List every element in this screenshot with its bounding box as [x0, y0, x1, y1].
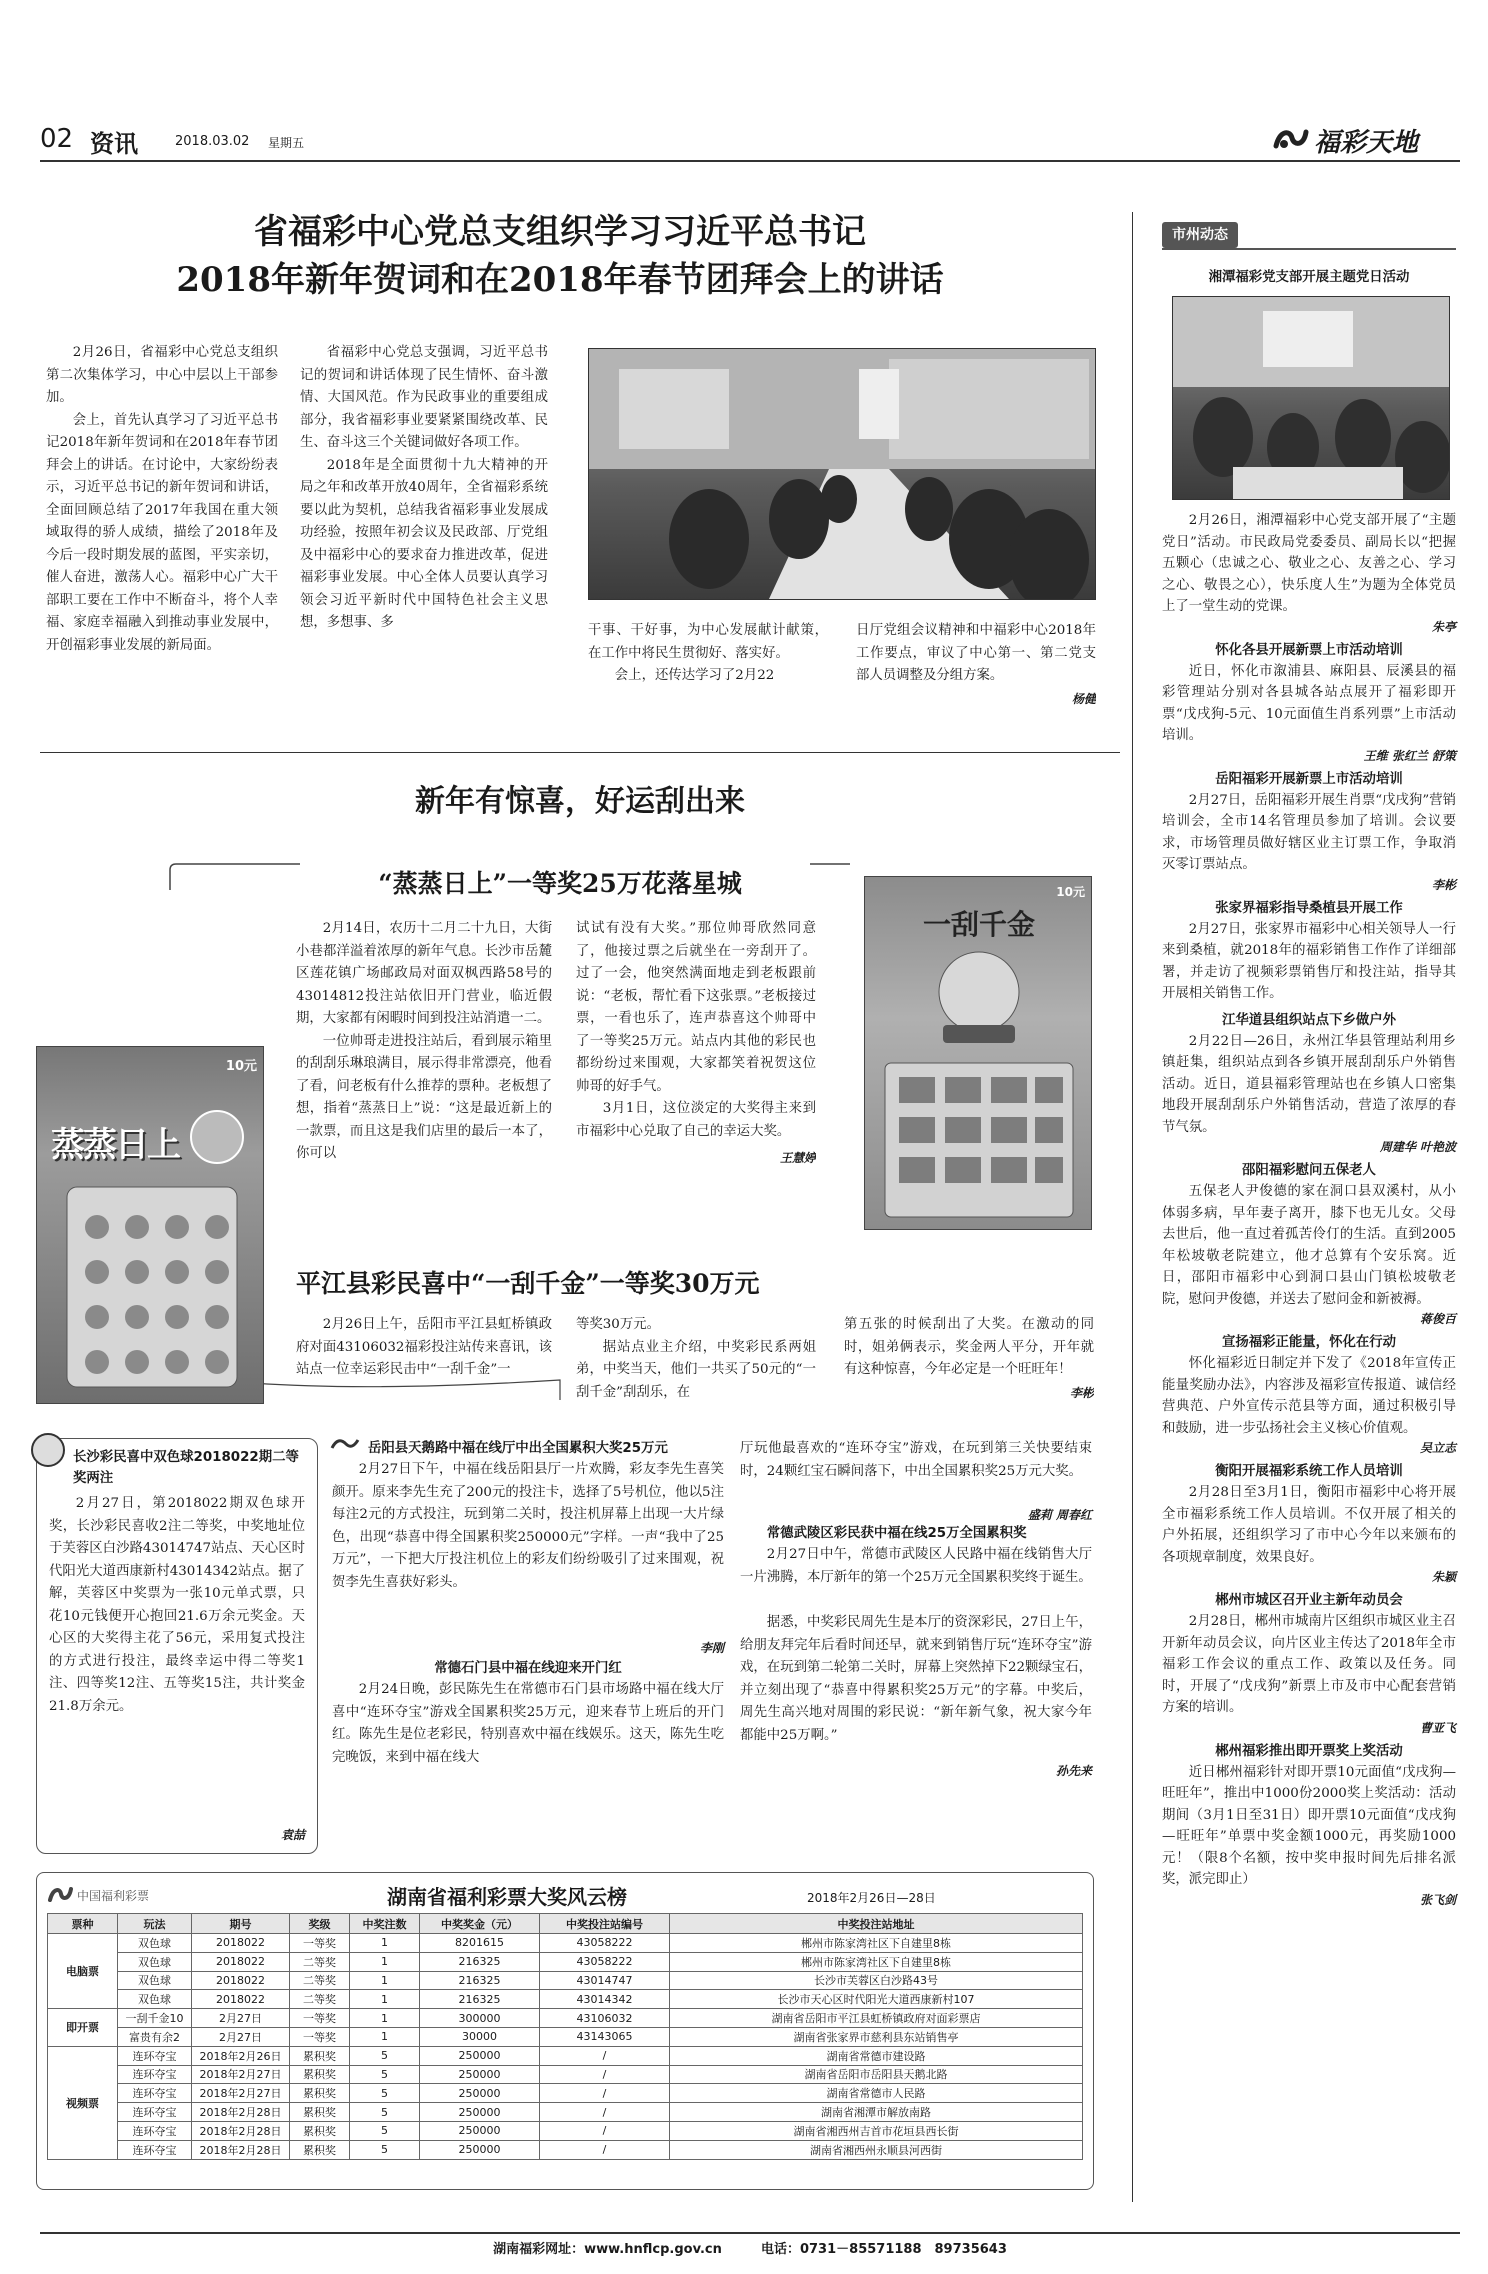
story2-author: 李彬	[1069, 1385, 1094, 1400]
rank-cell-issue: 2018022	[192, 1952, 290, 1971]
sidebar-item-title: 岳阳福彩开展新票上市活动培训	[1215, 771, 1403, 787]
rank-cell-game: 双色球	[118, 1990, 192, 2009]
story1-title: “蒸蒸日上”一等奖25万花落星城	[378, 869, 742, 898]
rank-cell-type: 视频票	[48, 2046, 118, 2159]
lead-meeting-photo	[588, 348, 1096, 600]
footer-rule	[40, 2232, 1460, 2234]
sidebar-item-title: 宣扬福彩正能量，怀化在行动	[1221, 1335, 1397, 1350]
rank-row	[48, 1971, 1083, 1990]
story1-author: 王慧婷	[779, 1151, 816, 1165]
rank-box	[36, 1872, 1094, 2190]
rank-cell-station: /	[540, 2140, 670, 2159]
rank-cell-count: 1	[350, 2009, 420, 2028]
rank-col-station: 中奖投注站编号	[540, 1914, 670, 1934]
rank-cell-address: 湖南省常德市建设路	[670, 2046, 1083, 2065]
rank-cell-issue: 2018年2月28日	[192, 2103, 290, 2122]
news-mid-item1-text	[332, 1459, 724, 1639]
rank-cell-prize: 8201615	[420, 1934, 540, 1953]
rank-cell-level: 累积奖	[290, 2121, 350, 2140]
rank-col-level: 奖级	[290, 1914, 350, 1934]
sidebar-item-text	[1162, 1762, 1456, 1891]
lead-col1-para-2: 会上，首先认真学习了习近平总书记2018年新年贺词和在2018年春节团拜会上的讲话。在讨论中，大家纷纷表示，习近平总书记的新年贺词和讲话，全面回顾总结了2017年我国在重大领域取得的骄人成绩，描绘了2018年及今后一段时期发展的蓝图，平实亲切，催人奋进，激荡人心。福彩中心广大干部职工要在工作中不断奋斗，将个人幸福、家庭幸福融入到推动事业发展中，开创福彩事业发展的新局面。	[46, 412, 278, 653]
sidebar-item-author: 曹亚飞	[1419, 1720, 1456, 1735]
rank-cell-game: 富贵有余2	[118, 2027, 192, 2046]
sidebar-item-text	[1162, 1031, 1456, 1139]
rank-cell-prize: 216325	[420, 1971, 540, 1990]
rank-cell-game: 连环夺宝	[118, 2084, 192, 2103]
ticket2-price: 10元	[1056, 885, 1085, 899]
news-mid-ornament-icon	[330, 1434, 360, 1456]
story1-col2-para-1: 试试有没有大奖。”那位帅哥欣然同意了，他接过票之后就坐在一旁刮开了。过了一会，他突然满面地走到老板跟前说：“老板，帮忙看下这张票。”老板接过票，一看也乐了，连声恭喜这个帅哥中了一等奖25万元。站点内其他的彩民也都纷纷过来围观，大家都笑着祝贺这位帅哥的好手气。	[576, 921, 816, 1094]
sidebar-lead-author: 朱亭	[1431, 619, 1456, 634]
lead-bottom-rule	[40, 752, 1120, 753]
lead-author: 杨健	[1071, 691, 1096, 706]
sidebar-item-title: 郴州福彩推出即开票奖上奖活动	[1215, 1743, 1403, 1759]
story2-col3-para-1: 第五张的时候刮出了大奖。在激动的同时，姐弟俩表示，奖金两人平分，开年就有这种惊喜，今年必定是一个旺旺年！	[844, 1317, 1094, 1377]
rank-cell-prize: 250000	[420, 2065, 540, 2084]
rank-cell-issue: 2月27日	[192, 2027, 290, 2046]
rank-cell-prize: 250000	[420, 2046, 540, 2065]
sidebar	[1162, 222, 1456, 2182]
rank-row	[48, 2027, 1083, 2046]
rank-row	[48, 1990, 1083, 2009]
rank-cell-station: /	[540, 2084, 670, 2103]
lead-column-1	[46, 342, 278, 732]
sidebar-item-para: 2月28日至3月1日，衡阳市福彩中心将开展全市福彩系统工作人员培训。不仅开展了相关的户外拓展，还组织学习了市中心今年以来颁布的各项规章制度，效果良好。	[1162, 1485, 1456, 1565]
page-number: 02	[40, 124, 74, 154]
rank-row	[48, 2065, 1083, 2084]
rank-cell-count: 1	[350, 1952, 420, 1971]
sidebar-item-text	[1162, 661, 1456, 747]
sidebar-item-text	[1162, 790, 1456, 876]
rank-cell-issue: 2018年2月27日	[192, 2065, 290, 2084]
news-left-box	[36, 1438, 318, 1854]
rank-cell-level: 一等奖	[290, 1934, 350, 1953]
rank-cell-type: 电脑票	[48, 1934, 118, 2009]
story2-col1-para-1: 2月26日上午，岳阳市平江县虹桥镇政府对面43106032福彩投注站传来喜讯，该站点一位幸运彩民击中“一刮千金”一	[296, 1317, 552, 1377]
rank-row	[48, 1952, 1083, 1971]
rank-cell-station: 43058222	[540, 1934, 670, 1953]
rank-cell-game: 双色球	[118, 1934, 192, 1953]
story2-title: 平江县彩民喜中“一刮千金”一等奖30万元	[296, 1269, 760, 1298]
rank-cell-count: 5	[350, 2084, 420, 2103]
rank-cell-count: 1	[350, 1971, 420, 1990]
rank-cell-issue: 2018022	[192, 1934, 290, 1953]
rank-cell-level: 累积奖	[290, 2140, 350, 2159]
lead-column-3	[588, 620, 828, 730]
sidebar-item-author: 周建华 叶艳波	[1379, 1140, 1456, 1154]
sidebar-item-title: 怀化各县开展新票上市活动培训	[1215, 642, 1403, 658]
ticket-zhengzheng-rishang	[36, 1046, 264, 1404]
rank-cell-game: 连环夺宝	[118, 2103, 192, 2122]
rank-col-game: 玩法	[118, 1914, 192, 1934]
rank-cell-game: 连环夺宝	[118, 2046, 192, 2065]
rank-cell-station: /	[540, 2121, 670, 2140]
rank-cell-game: 一刮千金10	[118, 2009, 192, 2028]
news-mid-item2-para: 2月24日晚，彭民陈先生在常德市石门县市场路中福在线大厅喜中“连环夺宝”游戏全国累积奖25万元，迎来春节上班后的开门红。陈先生是位老彩民，特别喜欢中福在线娱乐。这天，陈先生吃完晚饭，来到中福在线大	[332, 1682, 724, 1765]
rank-cell-game: 双色球	[118, 1971, 192, 1990]
rank-cell-level: 二等奖	[290, 1990, 350, 2009]
rank-cell-level: 累积奖	[290, 2046, 350, 2065]
sidebar-divider	[1132, 212, 1133, 2202]
sidebar-lead-text	[1162, 510, 1456, 618]
sidebar-item-author: 张飞剑	[1419, 1892, 1456, 1907]
news-mid-box	[332, 1438, 724, 1854]
sidebar-lead-photo	[1172, 296, 1450, 500]
rank-cell-address: 郴州市陈家湾社区下自建里8栋	[670, 1934, 1083, 1953]
rank-row	[48, 1934, 1083, 1953]
rank-logo-icon	[47, 1885, 73, 1905]
sidebar-item-para: 五保老人尹俊德的家在洞口县双溪村，从小体弱多病，早年妻子离开，膝下也无儿女。父母去世后，他一直过着孤苦伶仃的生活。直到2005年松坡敬老院建立，他才总算有个安乐窝。近日，邵阳市福彩中心到洞口县山门镇松坡敬老院，慰问尹俊德，并送去了慰问金和新被褥。	[1162, 1184, 1456, 1307]
rank-cell-address: 郴州市陈家湾社区下自建里8栋	[670, 1952, 1083, 1971]
sidebar-item-author: 李彬	[1431, 877, 1456, 892]
rank-cell-issue: 2018年2月27日	[192, 2084, 290, 2103]
news-mid-item1-title: 岳阳县天鹅路中福在线厅中出全国累积大奖25万元	[368, 1441, 668, 1456]
news-left-author: 袁喆	[280, 1828, 305, 1842]
lead-title-line2: 2018年新年贺词和在2018年春节团拜会上的讲话	[176, 260, 944, 300]
rank-cell-address: 湖南省湘潭市解放南路	[670, 2103, 1083, 2122]
lead-col1-para-1: 2月26日，省福彩中心党总支组织第二次集体学习，中心中层以上干部参加。	[46, 345, 278, 405]
rank-cell-address: 湖南省湘西州吉首市花垣县西长街	[670, 2121, 1083, 2140]
sidebar-lead-title: 湘潭福彩党支部开展主题党日活动	[1208, 270, 1410, 285]
news-right-para3: 据悉，中奖彩民周先生是本厅的资深彩民，27日上午，给朋友拜完年后看时间还早，就来到销售厅玩“连环夺宝”游戏，在玩到第二轮第二关时，屏幕上突然掉下22颗绿宝石，并立刻出现了“恭喜中得累积奖25万元”的字幕。中奖后，周先生高兴地对周围的彩民说：“新年新气象，祝大家今年都能中25万啊。”	[740, 1615, 1092, 1743]
rank-date-range: 2018年2月26日—28日	[807, 1891, 936, 1905]
story1-col1-para-2: 一位帅哥走进投注站后，看到展示箱里的刮刮乐琳琅满目，展示得非常漂亮，他看了看，问老板有什么推荐的票种。老板想了想，指着“蒸蒸日上”说：“这是最近新上的一款票，而且这是我们店里的最后一本了，你可以	[296, 1033, 552, 1161]
sidebar-item-para: 怀化福彩近日制定并下发了《2018年宣传正能量奖励办法》，内容涉及福彩宣传报道、诚信经营典范、户外宣传示范县等方面，通过积极引导和鼓励，进一步弘扬社会主义核心价值观。	[1162, 1356, 1456, 1436]
rank-cell-count: 5	[350, 2065, 420, 2084]
rank-col-count: 中奖注数	[350, 1914, 420, 1934]
news-mid-item2-text	[332, 1679, 724, 1819]
rank-body	[48, 1934, 1083, 2160]
rank-cell-game: 连环夺宝	[118, 2121, 192, 2140]
news-right-text2	[740, 1544, 1092, 1612]
story2-column-3	[844, 1314, 1094, 1410]
rank-cell-address: 湖南省岳阳市平江县虹桥镇政府对面彩票店	[670, 2009, 1083, 2028]
news-left-text	[49, 1493, 305, 1823]
rank-cell-address: 长沙市天心区时代阳光大道西康新村107	[670, 1990, 1083, 2009]
sidebar-item-title: 张家界福彩指导桑植县开展工作	[1215, 900, 1403, 916]
rank-cell-address: 湖南省岳阳市岳阳县天鹅北路	[670, 2065, 1083, 2084]
lead-col2-para-1: 省福彩中心党总支强调，习近平总书记的贺词和讲话体现了民生情怀、奋斗激情、大国风范。作为民政事业的重要组成部分，我省福彩事业要紧紧围绕改革、民生、奋斗这三个关键词做好各项工作。	[300, 345, 548, 450]
news-right-item-title: 常德武陵区彩民获中福在线25万全国累积奖	[766, 1526, 1027, 1541]
rank-cell-count: 5	[350, 2103, 420, 2122]
news-right-author1: 盛莉 周春红	[1027, 1508, 1092, 1522]
ticket2-name: 一刮千金	[922, 908, 1035, 941]
news-mid-item2-title: 常德石门县中福在线迎来开门红	[434, 1661, 622, 1676]
sidebar-item-para: 2月27日，张家界市福彩中心相关领导人一行来到桑植，就2018年的福彩销售工作作了详细部署，并走访了视频彩票销售厅和投注站，指导其开展相关销售工作。	[1162, 921, 1456, 1001]
news-left-title: 长沙彩民喜中双色球2018022期二等奖两注	[73, 1450, 299, 1486]
header-rule	[40, 160, 1460, 162]
rank-cell-count: 5	[350, 2121, 420, 2140]
sidebar-item-para: 近日郴州福彩针对即开票10元面值“戊戌狗—旺旺年”，推出中1000份2000奖上奖活动：活动期间（3月1日至31日）即开票10元面值“戊戌狗—旺旺年”单票中奖金额1000元，再奖励1000元！（限8个名额，按中奖申报时间先后排名派奖，派完即止）	[1162, 1764, 1456, 1887]
issue-date: 2018.03.02	[175, 134, 250, 149]
lead-column-2	[300, 342, 548, 732]
news-right-text1	[740, 1438, 1092, 1506]
lead-column-4	[856, 620, 1096, 730]
masthead-logo: 福彩天地	[1314, 128, 1419, 158]
news-right-author2: 孙先来	[1055, 1764, 1092, 1778]
rank-cell-issue: 2月27日	[192, 2009, 290, 2028]
rank-cell-count: 1	[350, 1934, 420, 1953]
sidebar-item-author: 王维 张红兰 舒策	[1363, 748, 1456, 763]
sidebar-item-text	[1162, 919, 1456, 1005]
rank-cell-station: 43143065	[540, 2027, 670, 2046]
sidebar-item-title: 郴州市城区召开业主新年动员会	[1215, 1593, 1403, 1608]
rank-cell-count: 1	[350, 2027, 420, 2046]
news-mid-item1-author: 李刚	[699, 1641, 724, 1655]
lead-col3-para-2: 会上，还传达学习了2月22	[614, 668, 775, 683]
news-right-text3	[740, 1612, 1092, 1762]
rank-cell-game: 双色球	[118, 1952, 192, 1971]
news-right-box	[740, 1438, 1092, 1854]
ticket1-pattern-icon	[37, 1047, 264, 1404]
scratch-section-title: 新年有惊喜，好运刮出来	[415, 784, 745, 819]
news-mid-item1-para: 2月27日下午，中福在线岳阳县厅一片欢腾，彩友李先生喜笑颜开。原来李先生充了200元的投注卡，选择了5号机位，他以5注每注2元的方式投注，玩到第二关时，投注机屏幕上出现一大片绿色，出现“恭喜中得全国累积奖250000元”字样。一声“我中了25万元”，一下把大厅投注机位上的彩友们纷纷吸引了过来围观，祝贺李先生喜获好彩头。	[332, 1462, 724, 1590]
rank-title: 湖南省福利彩票大奖风云榜	[387, 1885, 627, 1909]
sidebar-item-author: 吴立志	[1419, 1441, 1456, 1455]
rank-cell-level: 二等奖	[290, 1952, 350, 1971]
sidebar-item-para: 2月27日，岳阳福彩开展生肖票“戊戌狗”营销培训会，全市14名管理员参加了培训。会议要求，市场管理员做好辖区业主订票工作，争取消灭零订票站点。	[1162, 792, 1456, 872]
rank-row	[48, 2103, 1083, 2122]
rank-row	[48, 2046, 1083, 2065]
rank-header-row	[48, 1914, 1083, 1934]
sidebar-items	[1162, 641, 1456, 1908]
news-left-badge-icon	[31, 1433, 65, 1467]
rank-cell-count: 1	[350, 1990, 420, 2009]
sidebar-tag	[1162, 222, 1456, 250]
rank-cell-station: 43014747	[540, 1971, 670, 1990]
rank-cell-type: 即开票	[48, 2009, 118, 2047]
rank-cell-issue: 2018年2月28日	[192, 2140, 290, 2159]
rank-cell-prize: 216325	[420, 1990, 540, 2009]
rank-cell-game: 连环夺宝	[118, 2065, 192, 2084]
rank-cell-address: 湖南省湘西州永顺县河西街	[670, 2140, 1083, 2159]
rank-cell-prize: 250000	[420, 2121, 540, 2140]
sidebar-tag-label: 市州动态	[1162, 222, 1238, 248]
rank-row	[48, 2009, 1083, 2028]
ticket2-pattern-icon	[865, 877, 1092, 1230]
sidebar-item-text	[1162, 1353, 1456, 1439]
rank-cell-station: /	[540, 2046, 670, 2065]
rank-cell-level: 一等奖	[290, 2009, 350, 2028]
rank-cell-game: 连环夺宝	[118, 2140, 192, 2159]
rank-cell-level: 二等奖	[290, 1971, 350, 1990]
rank-logo-text: 中国福利彩票	[77, 1889, 150, 1903]
rank-cell-prize: 250000	[420, 2103, 540, 2122]
sidebar-item-text	[1162, 1181, 1456, 1310]
rank-cell-address: 湖南省张家界市慈利县东站销售亭	[670, 2027, 1083, 2046]
rank-cell-prize: 300000	[420, 2009, 540, 2028]
rank-row	[48, 2140, 1083, 2159]
ticket-yigua-qianjin	[864, 876, 1092, 1230]
story2-column-1	[296, 1314, 552, 1410]
sidebar-lead-para: 2月26日，湘潭福彩中心党支部开展了“主题党日”活动。市民政局党委委员、副局长以“把握五颗心（忠诚之心、敬业之心、友善之心、学习之心、敬畏之心），快乐度人生”为题为全体党员上了一堂生动的党课。	[1162, 513, 1456, 614]
rank-cell-count: 5	[350, 2046, 420, 2065]
rank-header	[47, 1879, 1083, 1913]
rank-cell-address: 长沙市芙蓉区白沙路43号	[670, 1971, 1083, 1990]
rank-cell-station: 43058222	[540, 1952, 670, 1971]
page-header	[40, 120, 1460, 160]
rank-col-type: 票种	[48, 1914, 118, 1934]
story1-col2-para-2: 3月1日，这位淡定的大奖得主来到市福彩中心兑取了自己的幸运大奖。	[576, 1101, 816, 1139]
sidebar-item-text	[1162, 1611, 1456, 1719]
rank-cell-count: 5	[350, 2140, 420, 2159]
footer	[40, 2238, 1460, 2257]
sidebar-item-title: 衡阳开展福彩系统工作人员培训	[1215, 1464, 1403, 1479]
rank-cell-prize: 250000	[420, 2084, 540, 2103]
rank-cell-issue: 2018年2月26日	[192, 2046, 290, 2065]
rank-cell-station: /	[540, 2103, 670, 2122]
rank-cell-station: 43014342	[540, 1990, 670, 2009]
rank-cell-station: /	[540, 2065, 670, 2084]
rank-col-address: 中奖投注站地址	[670, 1914, 1083, 1934]
story2-col2-para-2: 据站点业主介绍，中奖彩民系两姐弟，中奖当天，他们一共买了50元的“一刮千金”刮刮乐，在	[576, 1339, 816, 1400]
rank-cell-level: 累积奖	[290, 2065, 350, 2084]
lead-col3-para-1: 干事、干好事，为中心发展献计献策，在工作中将民生贯彻好、落实好。	[588, 623, 828, 661]
news-right-para2: 2月27日中午，常德市武陵区人民路中福在线销售大厅一片沸腾，本厅新年的第一个25万元全国累积奖终于诞生。	[740, 1547, 1092, 1585]
rank-cell-level: 一等奖	[290, 2027, 350, 2046]
rank-cell-prize: 250000	[420, 2140, 540, 2159]
story2-col2-para-1: 等奖30万元。	[576, 1317, 660, 1332]
lead-headline	[40, 208, 1080, 304]
meeting-room-illustration	[589, 349, 1096, 600]
lead-col4-para-1: 日厅党组会议精神和中福彩中心2018年工作要点，审议了中心第一、第二党支部人员调整及分组方案。	[856, 623, 1096, 683]
news-left-para: 2月27日，第2018022期双色球开奖，长沙彩民喜收2注二等奖，中奖地址位于芙蓉区白沙路43014747站点、天心区时代阳光大道西康新村43014342站点。据了解，芙蓉区中奖票为一张10元单式票，只花10元钱便开心抱回21.6万余元奖金。天心区的大奖得主花了56元，采用复式投注的方式进行投注，最终幸运中得二等奖1注、四等奖12注、五等奖15注，共计奖金21.8万余元。	[49, 1496, 305, 1714]
news-right-para1: 厅玩他最喜欢的“连环夺宝”游戏，在玩到第三关快要结束时，24颗红宝石瞬间落下，中出全国累积奖25万元大奖。	[740, 1441, 1092, 1479]
rank-table	[47, 1913, 1083, 2160]
section-name: 资讯	[90, 130, 138, 158]
lead-col2-para-2: 2018年是全面贯彻十九大精神的开局之年和改革开放40周年，全省福彩系统要以此为契机，总结我省福彩事业发展成功经验，按照年初会议及民政部、厅党组及中福彩中心的要求奋力推进改革，促进福彩事业发展。中心全体人员要认真学习领会习近平新时代中国特色社会主义思想，多想事、多	[300, 457, 548, 630]
rank-col-prize: 中奖奖金（元）	[420, 1914, 540, 1934]
rank-col-issue: 期号	[192, 1914, 290, 1934]
issue-weekday: 星期五	[268, 136, 305, 150]
sidebar-item-title: 江华道县组织站点下乡做户外	[1221, 1012, 1397, 1028]
ticket1-price: 10元	[225, 1059, 257, 1074]
rank-cell-issue: 2018年2月28日	[192, 2121, 290, 2140]
story1-column-2	[576, 918, 816, 1236]
rank-cell-issue: 2018022	[192, 1971, 290, 1990]
rank-row	[48, 2121, 1083, 2140]
logo-icon	[1272, 126, 1310, 152]
rank-cell-prize: 30000	[420, 2027, 540, 2046]
footer-phone: 电话：0731－85571188 89735643	[760, 2242, 1007, 2257]
lead-title-line1: 省福彩中心党总支组织学习习近平总书记	[254, 212, 866, 252]
sidebar-item-author: 朱颖	[1431, 1570, 1456, 1584]
party-meeting-illustration	[1173, 297, 1450, 500]
rank-cell-address: 湖南省常德市人民路	[670, 2084, 1083, 2103]
story1-column-1	[296, 918, 552, 1236]
rank-cell-prize: 216325	[420, 1952, 540, 1971]
sidebar-tag-rule	[1162, 248, 1456, 250]
rank-row	[48, 2084, 1083, 2103]
sidebar-item-title: 邵阳福彩慰问五保老人	[1242, 1163, 1376, 1178]
rank-cell-level: 累积奖	[290, 2084, 350, 2103]
footer-website: 湖南福彩网址：www.hnflcp.gov.cn	[493, 2242, 722, 2257]
story1-col1-para-1: 2月14日，农历十二月二十九日，大街小巷都洋溢着浓厚的新年气息。长沙市岳麓区莲花镇广场邮政局对面双枫西路58号的43014812投注站依旧开门营业，临近假期，大家都有闲暇时间到投注站消遣一二。	[296, 921, 552, 1026]
rank-cell-station: 43106032	[540, 2009, 670, 2028]
sidebar-item-para: 2月28日，郴州市城南片区组织市城区业主召开新年动员会议，向片区业主传达了2018年全市福彩工作会议的重点工作、政策以及任务。同时，开展了“戊戌狗”新票上市及市中心配套营销方案的培训。	[1162, 1614, 1456, 1715]
rank-cell-level: 累积奖	[290, 2103, 350, 2122]
sidebar-item-text	[1162, 1482, 1456, 1568]
sidebar-item-author: 蒋俊百	[1419, 1312, 1456, 1326]
rank-cell-issue: 2018022	[192, 1990, 290, 2009]
ticket1-name: 蒸蒸日上	[51, 1125, 179, 1165]
sidebar-item-para: 近日，怀化市溆浦县、麻阳县、辰溪县的福彩管理站分别对各县城各站点展开了福彩即开票“戊戌狗-5元、10元面值生肖系列票”上市活动培训。	[1162, 663, 1456, 743]
story2-column-2	[576, 1314, 816, 1410]
sidebar-item-para: 2月22日—26日，永州江华县管理站利用乡镇赶集，组织站点到各乡镇开展刮刮乐户外销售活动。近日，道县福彩管理站也在乡镇人口密集地段开展刮刮乐户外销售活动，营造了浓厚的春节气氛。	[1162, 1033, 1456, 1135]
